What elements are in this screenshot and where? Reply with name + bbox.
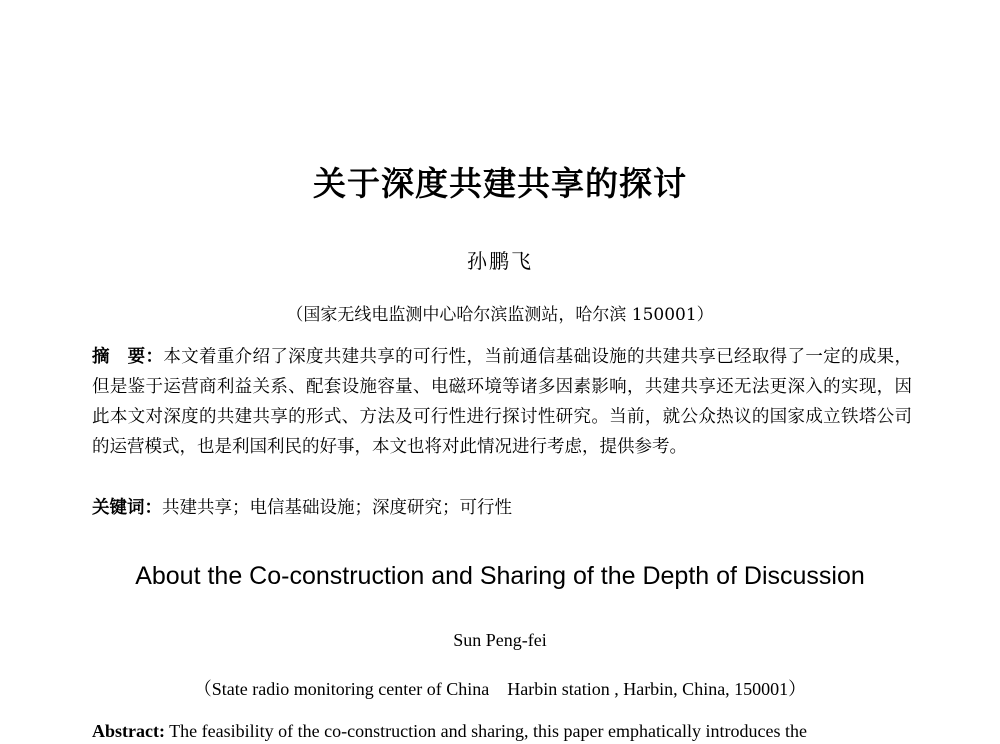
abstract-english xyxy=(92,718,912,744)
paper-title-chinese: 关于深度共建共享的探讨 xyxy=(313,164,687,203)
abstract-label-chinese: 摘 要： xyxy=(92,347,164,367)
abstract-label-english: Abstract: xyxy=(92,721,165,741)
keywords-label-chinese: 关键词： xyxy=(92,498,162,518)
keywords-text-chinese: 共建共享；电信基础设施；深度研究；可行性 xyxy=(162,498,512,518)
paper-title-english: About the Co-construction and Sharing of the Depth of Discussion xyxy=(135,562,865,590)
author-name-chinese: 孙鹏飞 xyxy=(467,249,533,273)
affiliation-chinese: （国家无线电监测中心哈尔滨监测站，哈尔滨 150001） xyxy=(286,305,714,325)
abstract-text-english: The feasibility of the co-construction and sharing, this paper emphatically introduces the xyxy=(164,721,807,741)
affiliation-english: （State radio monitoring center of China Harbin station , Harbin, China, 150001） xyxy=(193,679,807,699)
author-name-english: Sun Peng-fei xyxy=(453,630,547,650)
abstract-text-chinese: 本文着重介绍了深度共建共享的可行性，当前通信基础设施的共建共享已经取得了一定的成果，但是鉴于运营商利益关系、配套设施容量、电磁环境等诸多因素影响，共建共享还无法更深入的实现，因此本文对深度的共建共享的形式、方法及可行性进行探讨性研究。当前，就公众热议的国家成立铁塔公司的运营模式，也是利国利民的好事，本文也将对此情况进行考虑，提供参考。 xyxy=(92,347,913,457)
keywords-chinese xyxy=(92,493,912,523)
abstract-chinese xyxy=(92,342,912,462)
